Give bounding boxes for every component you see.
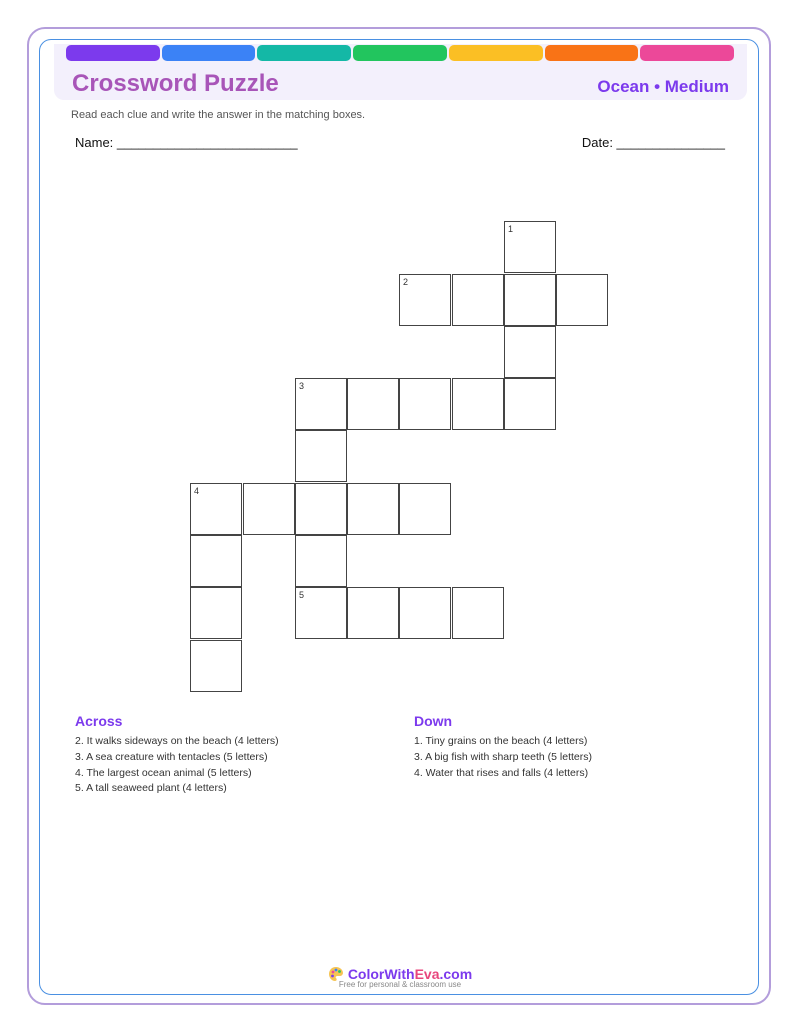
clue-number: 4 <box>194 486 200 496</box>
grid-cell[interactable] <box>190 483 242 535</box>
down-clue: 4. Water that rises and falls (4 letters) <box>414 767 589 779</box>
grid-cell[interactable] <box>295 430 347 482</box>
across-clue: 3. A sea creature with tentacles (5 letters) <box>75 751 268 763</box>
grid-cell[interactable] <box>295 587 347 639</box>
clue-number: 2 <box>403 277 409 287</box>
grid-cell[interactable] <box>190 535 242 587</box>
clue-number: 3 <box>299 381 305 391</box>
grid-cell[interactable] <box>452 587 504 639</box>
grid-cell[interactable] <box>347 378 399 430</box>
grid-cell[interactable] <box>190 640 242 692</box>
grid-cell[interactable] <box>504 378 556 430</box>
stripe-orange <box>545 45 639 61</box>
grid-cell[interactable] <box>347 483 399 535</box>
down-heading: Down <box>414 713 453 729</box>
grid-cell[interactable] <box>399 274 451 326</box>
date-field[interactable]: Date: _______________ <box>581 135 725 150</box>
stripe-blue <box>162 45 256 61</box>
brand-with: With <box>384 966 415 982</box>
brand-com: .com <box>439 966 473 982</box>
across-clue: 2. It walks sideways on the beach (4 letters) <box>75 735 279 747</box>
brand-color: Color <box>347 966 385 982</box>
clue-number: 5 <box>299 590 305 600</box>
across-heading: Across <box>75 713 123 729</box>
grid-cell[interactable] <box>399 483 451 535</box>
grid-cell[interactable] <box>295 378 347 430</box>
color-stripe <box>66 45 734 61</box>
stripe-teal <box>257 45 351 61</box>
grid-cell[interactable] <box>556 274 608 326</box>
clue-number: 1 <box>508 224 514 234</box>
stripe-pink <box>640 45 734 61</box>
grid-cell[interactable] <box>504 274 556 326</box>
grid-cell[interactable] <box>504 221 556 273</box>
grid-cell[interactable] <box>295 535 347 587</box>
instructions: Read each clue and write the answer in the matching boxes. <box>71 109 366 121</box>
grid-cell[interactable] <box>190 587 242 639</box>
footer <box>0 966 800 989</box>
page-title: Crossword Puzzle <box>72 70 279 97</box>
stripe-green <box>353 45 447 61</box>
grid-cell[interactable] <box>295 483 347 535</box>
name-field[interactable]: Name: _________________________ <box>75 135 298 150</box>
grid-cell[interactable] <box>504 326 556 378</box>
grid-cell[interactable] <box>399 587 451 639</box>
across-clue: 5. A tall seaweed plant (4 letters) <box>75 782 227 794</box>
grid-cell[interactable] <box>399 378 451 430</box>
down-clue: 3. A big fish with sharp teeth (5 letters) <box>414 751 593 763</box>
stripe-purple <box>66 45 160 61</box>
grid-cell[interactable] <box>347 587 399 639</box>
theme-difficulty: Ocean • Medium <box>597 77 729 96</box>
brand-eva: Eva <box>414 966 440 982</box>
grid-cell[interactable] <box>452 378 504 430</box>
grid-cell[interactable] <box>452 274 504 326</box>
stripe-yellow <box>449 45 543 61</box>
across-clue: 4. The largest ocean animal (5 letters) <box>75 767 252 779</box>
down-clue: 1. Tiny grains on the beach (4 letters) <box>414 735 588 747</box>
footer-tagline: Free for personal & classroom use <box>338 980 462 989</box>
grid-cell[interactable] <box>243 483 295 535</box>
